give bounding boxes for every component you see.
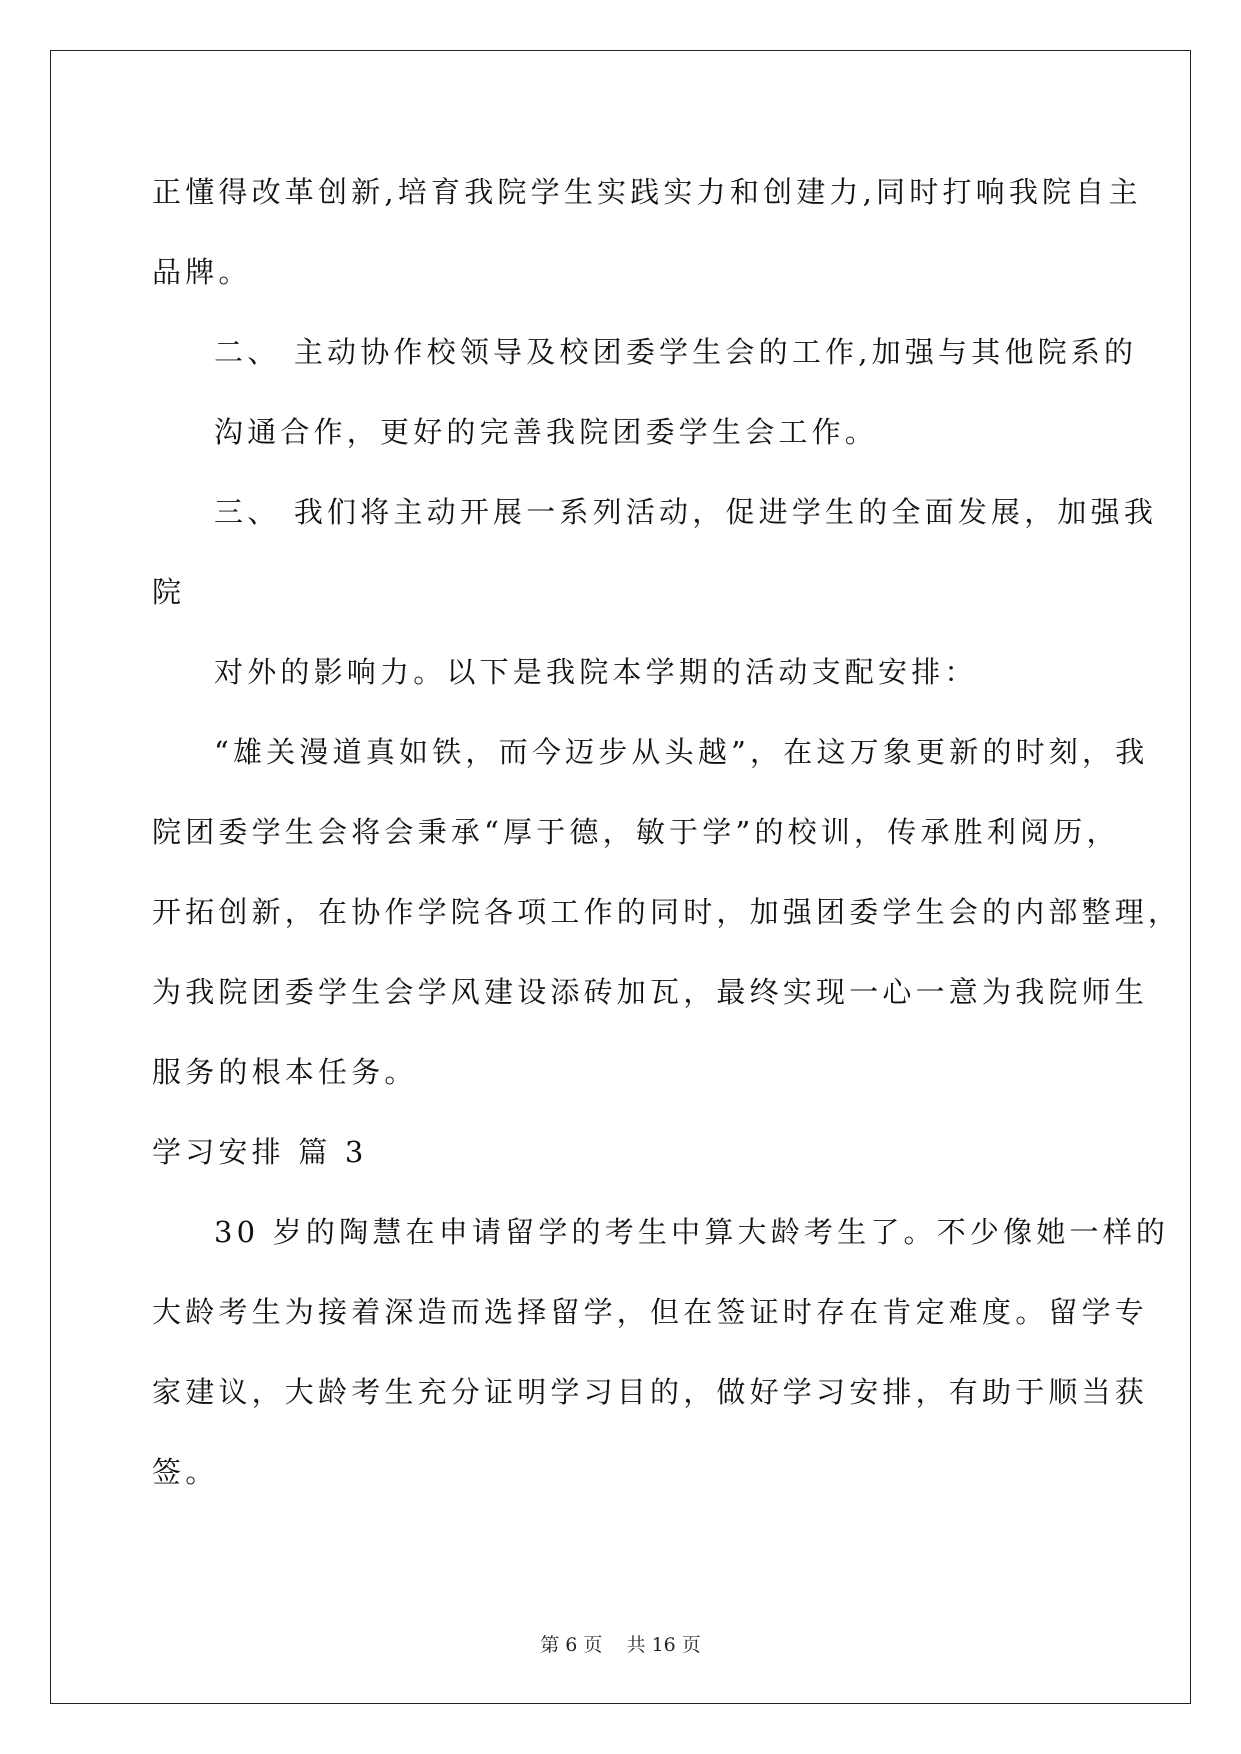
text-line: 正懂得改革创新,培育我院学生实践实力和创建力,同时打响我院自主 bbox=[152, 175, 1142, 209]
text-line: 二、 主动协作校领导及校团委学生会的工作,加强与其他院系的 bbox=[214, 335, 1138, 369]
text-line: 院团委学生会将会秉承“厚于德，敏于学”的校训，传承胜利阅历， bbox=[152, 815, 1120, 849]
text-line: 大龄考生为接着深造而选择留学，但在签证时存在肯定难度。留学专 bbox=[152, 1295, 1149, 1329]
text-line: 三、 我们将主动开展一系列活动，促进学生的全面发展，加强我 bbox=[214, 495, 1158, 529]
text-line: 家建议，大龄考生充分证明学习目的，做好学习安排，有助于顺当获 bbox=[152, 1375, 1149, 1409]
text-line: 为我院团委学生会学风建设添砖加瓦，最终实现一心一意为我院师生 bbox=[152, 975, 1149, 1009]
page-number: 第 6 页 bbox=[540, 1634, 603, 1656]
page-total: 共 16 页 bbox=[626, 1634, 701, 1656]
text-line: 开拓创新，在协作学院各项工作的同时，加强团委学生会的内部整理， bbox=[152, 895, 1182, 929]
text-line: 签。 bbox=[152, 1455, 219, 1489]
text-line: 品牌。 bbox=[152, 255, 252, 289]
text-line: 30 岁的陶慧在申请留学的考生中算大龄考生了。不少像她一样的 bbox=[214, 1215, 1170, 1249]
text-line: 院 bbox=[152, 575, 186, 609]
page-border bbox=[50, 50, 1191, 1704]
text-line: 服务的根本任务。 bbox=[152, 1055, 418, 1089]
page-footer bbox=[0, 1630, 1241, 1657]
text-line: 沟通合作，更好的完善我院团委学生会工作。 bbox=[214, 415, 879, 449]
section-heading: 学习安排 篇 3 bbox=[152, 1135, 368, 1169]
text-line: “雄关漫道真如铁，而今迈步从头越”，在这万象更新的时刻，我 bbox=[214, 735, 1149, 769]
text-line: 对外的影响力。以下是我院本学期的活动支配安排： bbox=[214, 655, 978, 689]
